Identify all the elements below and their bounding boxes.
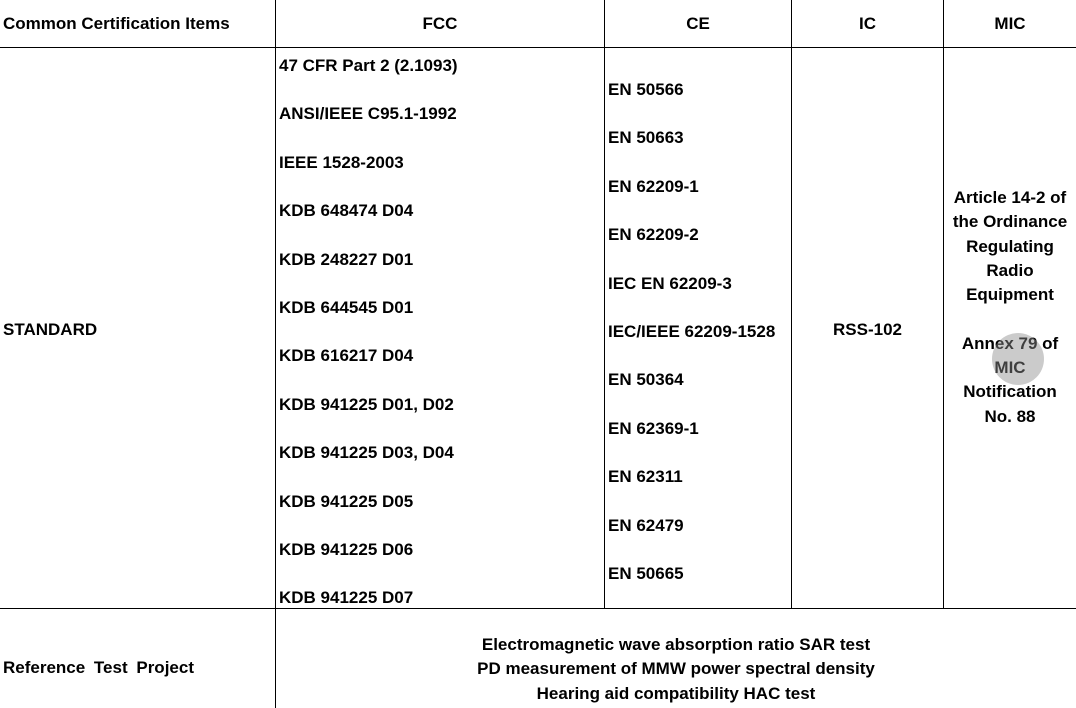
header-ic-label: IC xyxy=(859,14,876,33)
header-fcc xyxy=(276,14,604,34)
cursor-highlight xyxy=(992,333,1044,385)
mic-line: No. 88 xyxy=(984,406,1036,426)
list-item: 47 CFR Part 2 (2.1093) xyxy=(279,56,458,75)
list-item: EN 50665 xyxy=(608,563,684,583)
list-item: EN 62311 xyxy=(608,467,683,487)
list-item: EN 50364 xyxy=(608,370,684,390)
header-mic xyxy=(944,14,1076,34)
list-item: EN 50663 xyxy=(608,128,684,148)
col-divider-1 xyxy=(275,0,276,708)
list-item: EN 62209-2 xyxy=(608,225,699,245)
reference-label-cell xyxy=(3,658,273,678)
ic-standard: RSS-102 xyxy=(833,320,902,339)
header-fcc-label: FCC xyxy=(422,14,458,33)
ic-standard-cell xyxy=(792,320,943,340)
reference-item: Electromagnetic wave absorption ratio SAR test xyxy=(481,635,871,654)
standard-label-cell xyxy=(3,320,273,340)
mic-line: Notification xyxy=(963,382,1057,402)
header-mic-label: MIC xyxy=(994,14,1026,33)
mic-line: Article 14-2 of xyxy=(953,188,1067,207)
list-item: ANSI/IEEE C95.1-1992 xyxy=(279,104,457,124)
reference-item: Hearing aid compatibility HAC test xyxy=(536,683,816,703)
standard-label: STANDARD xyxy=(3,320,98,339)
col-divider-3 xyxy=(791,0,792,608)
header-items xyxy=(3,14,273,34)
list-item: IEC EN 62209-3 xyxy=(608,273,732,293)
header-items-label: Common Certification Items xyxy=(3,14,230,33)
list-item: KDB 648474 D04 xyxy=(279,201,414,221)
list-item: EN 50566 xyxy=(608,80,684,99)
mic-line: Annex 79 of xyxy=(961,333,1059,353)
header-bottom-line xyxy=(0,47,1076,48)
list-item: EN 62479 xyxy=(608,515,684,535)
list-item: KDB 616217 D04 xyxy=(279,346,414,366)
reference-items-cell xyxy=(276,633,1076,706)
list-item: KDB 941225 D03, D04 xyxy=(279,443,454,463)
header-ce-label: CE xyxy=(686,14,710,33)
header-ic xyxy=(792,14,943,34)
fcc-standards-list xyxy=(279,56,604,608)
mic-line: the Ordinance xyxy=(952,212,1068,232)
list-item: KDB 941225 D07 xyxy=(279,588,414,608)
ce-standards-cell xyxy=(608,80,791,584)
list-item: KDB 941225 D05 xyxy=(279,491,414,511)
list-item: KDB 941225 D01, D02 xyxy=(279,394,454,414)
col-divider-2 xyxy=(604,0,605,608)
mic-line: Radio xyxy=(986,260,1034,280)
list-item: IEEE 1528-2003 xyxy=(279,152,404,172)
mic-standard-cell xyxy=(944,186,1076,429)
ce-standards-list xyxy=(608,80,791,584)
mic-line xyxy=(944,307,1076,331)
list-item: EN 62369-1 xyxy=(608,418,699,438)
mic-line: Equipment xyxy=(966,285,1054,305)
header-ce xyxy=(605,14,791,34)
mic-line: MIC xyxy=(994,358,1026,378)
list-item: KDB 941225 D06 xyxy=(279,539,414,559)
reference-item: PD measurement of MMW power spectral density xyxy=(477,659,875,679)
list-item: IEC/IEEE 62209-1528 xyxy=(608,321,776,341)
list-item: KDB 644545 D01 xyxy=(279,297,414,317)
fcc-standards-cell xyxy=(279,56,604,608)
list-item: EN 62209-1 xyxy=(608,176,699,196)
list-item: KDB 248227 D01 xyxy=(279,249,414,269)
reference-label: Reference Test Project xyxy=(3,658,194,677)
mic-line: Regulating xyxy=(966,236,1054,256)
